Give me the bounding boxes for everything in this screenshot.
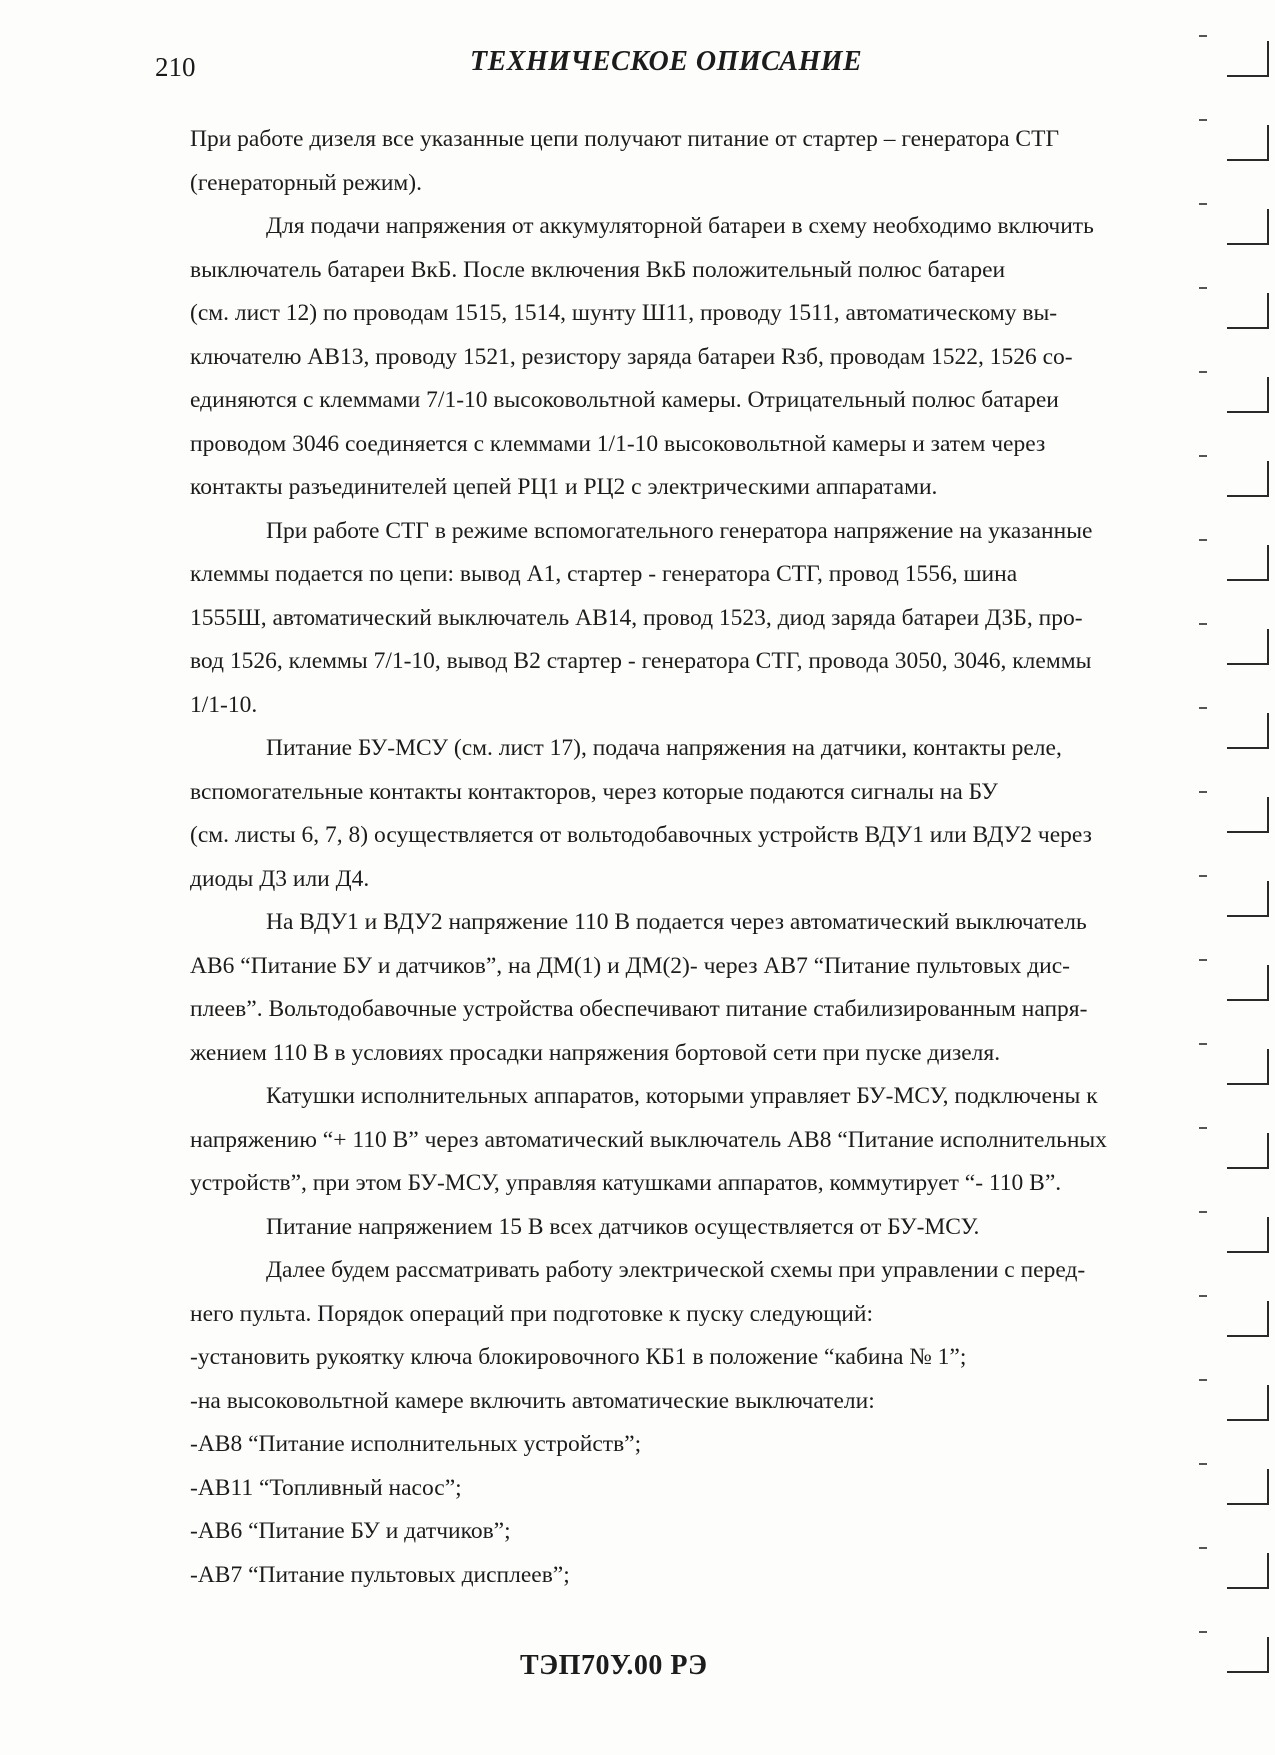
text-line: -установить рукоятку ключа блокировочного КБ1 в положение “кабина № 1”; — [190, 1344, 967, 1370]
text-line: ключателю АВ13, проводу 1521, резистору заряда батареи Rзб, проводам 1522, 1526 со- — [190, 343, 1073, 370]
text-line: вод 1526, клеммы 7/1-10, вывод В2 стартер - генератора СТГ, провода 3050, 3046, клеммы — [190, 648, 1092, 674]
binding-hole-mark — [1227, 831, 1269, 833]
binding-tick-mark — [1199, 959, 1207, 961]
text-line: -АВ7 “Питание пультовых дисплеев”; — [190, 1561, 570, 1588]
text-line: жением 110 В в условиях просадки напряжения бортовой сети при пуске дизеля. — [190, 1039, 1001, 1066]
text-line: (см. лист 12) по проводам 1515, 1514, шунту Ш11, проводу 1511, автоматическому вы- — [190, 300, 1058, 326]
text-line: На ВДУ1 и ВДУ2 напряжение 110 В подается через автоматический выключатель — [266, 909, 1087, 935]
binding-hole-mark — [1227, 1251, 1269, 1253]
binding-tick-mark — [1199, 371, 1207, 373]
text-line: единяются с клеммами 7/1-10 высоковольтной камеры. Отрицательный полюс батареи — [190, 387, 1059, 413]
text-line: Катушки исполнительных аппаратов, которыми управляет БУ-МСУ, подключены к — [266, 1083, 1098, 1109]
text-line: плеев”. Вольтодобавочные устройства обеспечивают питание стабилизированным напря- — [190, 996, 1088, 1022]
binding-tick-mark — [1199, 1295, 1207, 1297]
running-title: ТЕХНИЧЕСКОЕ ОПИСАНИЕ — [470, 46, 863, 77]
binding-hole-mark — [1227, 1503, 1269, 1505]
binding-tick-mark — [1199, 1043, 1207, 1045]
binding-hole-mark — [1227, 579, 1269, 581]
body-text — [190, 118, 1215, 1597]
binding-hole-mark — [1227, 327, 1269, 329]
binding-tick-mark — [1199, 455, 1207, 457]
text-line: АВ6 “Питание БУ и датчиков”, на ДМ(1) и ДМ(2)- через АВ7 “Питание пультовых дис- — [190, 952, 1070, 979]
binding-hole-mark — [1227, 1587, 1269, 1589]
binding-hole-mark — [1227, 915, 1269, 917]
text-line: (генераторный режим). — [190, 169, 423, 196]
text-line: 1/1-10. — [190, 691, 258, 718]
binding-hole-mark — [1227, 1419, 1269, 1421]
text-line: вспомогательные контакты контакторов, через которые подаются сигналы на БУ — [190, 778, 998, 805]
binding-tick-mark — [1199, 1379, 1207, 1381]
text-line: -АВ8 “Питание исполнительных устройств”; — [190, 1431, 642, 1457]
document-code: ТЭП70У.00 РЭ — [520, 1650, 708, 1681]
binding-tick-mark — [1199, 287, 1207, 289]
text-line: Далее будем рассматривать работу электрической схемы при управлении с перед- — [266, 1257, 1086, 1283]
text-line: -АВ11 “Топливный насос”; — [190, 1474, 462, 1501]
binding-hole-mark — [1227, 1167, 1269, 1169]
binding-hole-mark — [1227, 663, 1269, 665]
binding-tick-mark — [1199, 539, 1207, 541]
binding-tick-mark — [1199, 875, 1207, 877]
text-line: диоды Д3 или Д4. — [190, 865, 370, 892]
text-line: При работе дизеля все указанные цепи получают питание от стартер – генератора СТГ — [190, 126, 1060, 152]
binding-tick-mark — [1199, 707, 1207, 709]
text-line: -на высоковольтной камере включить автоматические выключатели: — [190, 1387, 875, 1414]
text-line: проводом 3046 соединяется с клеммами 1/1-10 высоковольтной камеры и затем через — [190, 430, 1046, 457]
binding-hole-mark — [1227, 411, 1269, 413]
text-line: При работе СТГ в режиме вспомогательного генератора напряжение на указанные — [266, 517, 1093, 544]
page-number: 210 — [155, 52, 196, 82]
text-line: устройств”, при этом БУ-МСУ, управляя катушками аппаратов, коммутирует “- 110 В”. — [190, 1170, 1062, 1196]
binding-hole-mark — [1227, 75, 1269, 77]
spiral-binding-marks — [1195, 0, 1275, 1755]
binding-hole-mark — [1227, 159, 1269, 161]
binding-tick-mark — [1199, 119, 1207, 121]
text-line: Для подачи напряжения от аккумуляторной батареи в схему необходимо включить — [266, 213, 1094, 239]
text-line: напряжению “+ 110 В” через автоматический выключатель АВ8 “Питание исполнительных — [190, 1126, 1107, 1153]
text-line: Питание напряжением 15 В всех датчиков осуществляется от БУ-МСУ. — [266, 1213, 980, 1240]
binding-tick-mark — [1199, 623, 1207, 625]
binding-tick-mark — [1199, 35, 1207, 37]
binding-tick-mark — [1199, 1631, 1207, 1633]
binding-tick-mark — [1199, 1127, 1207, 1129]
binding-hole-mark — [1227, 999, 1269, 1001]
binding-tick-mark — [1199, 1547, 1207, 1549]
text-line: Питание БУ-МСУ (см. лист 17), подача напряжения на датчики, контакты реле, — [266, 735, 1062, 761]
text-line: выключатель батареи ВкБ. После включения ВкБ положительный полюс батареи — [190, 256, 1006, 283]
text-line: него пульта. Порядок операций при подготовке к пуску следующий: — [190, 1300, 873, 1327]
text-line: клеммы подается по цепи: вывод А1, стартер - генератора СТГ, провод 1556, шина — [190, 561, 1018, 587]
text-line: 1555Ш, автоматический выключатель АВ14, провод 1523, диод заряда батареи ДЗБ, про- — [190, 604, 1083, 631]
text-line: контакты разъединителей цепей РЦ1 и РЦ2 с электрическими аппаратами. — [190, 474, 938, 500]
binding-hole-mark — [1227, 1335, 1269, 1337]
binding-hole-mark — [1227, 747, 1269, 749]
text-line: (см. листы 6, 7, 8) осуществляется от вольтодобавочных устройств ВДУ1 или ВДУ2 через — [190, 822, 1092, 848]
binding-hole-mark — [1227, 243, 1269, 245]
binding-hole-mark — [1227, 1083, 1269, 1085]
binding-hole-mark — [1227, 1671, 1269, 1673]
binding-tick-mark — [1199, 203, 1207, 205]
binding-hole-mark — [1227, 495, 1269, 497]
text-line: -АВ6 “Питание БУ и датчиков”; — [190, 1518, 511, 1544]
binding-tick-mark — [1199, 1463, 1207, 1465]
binding-tick-mark — [1199, 1211, 1207, 1213]
binding-tick-mark — [1199, 791, 1207, 793]
